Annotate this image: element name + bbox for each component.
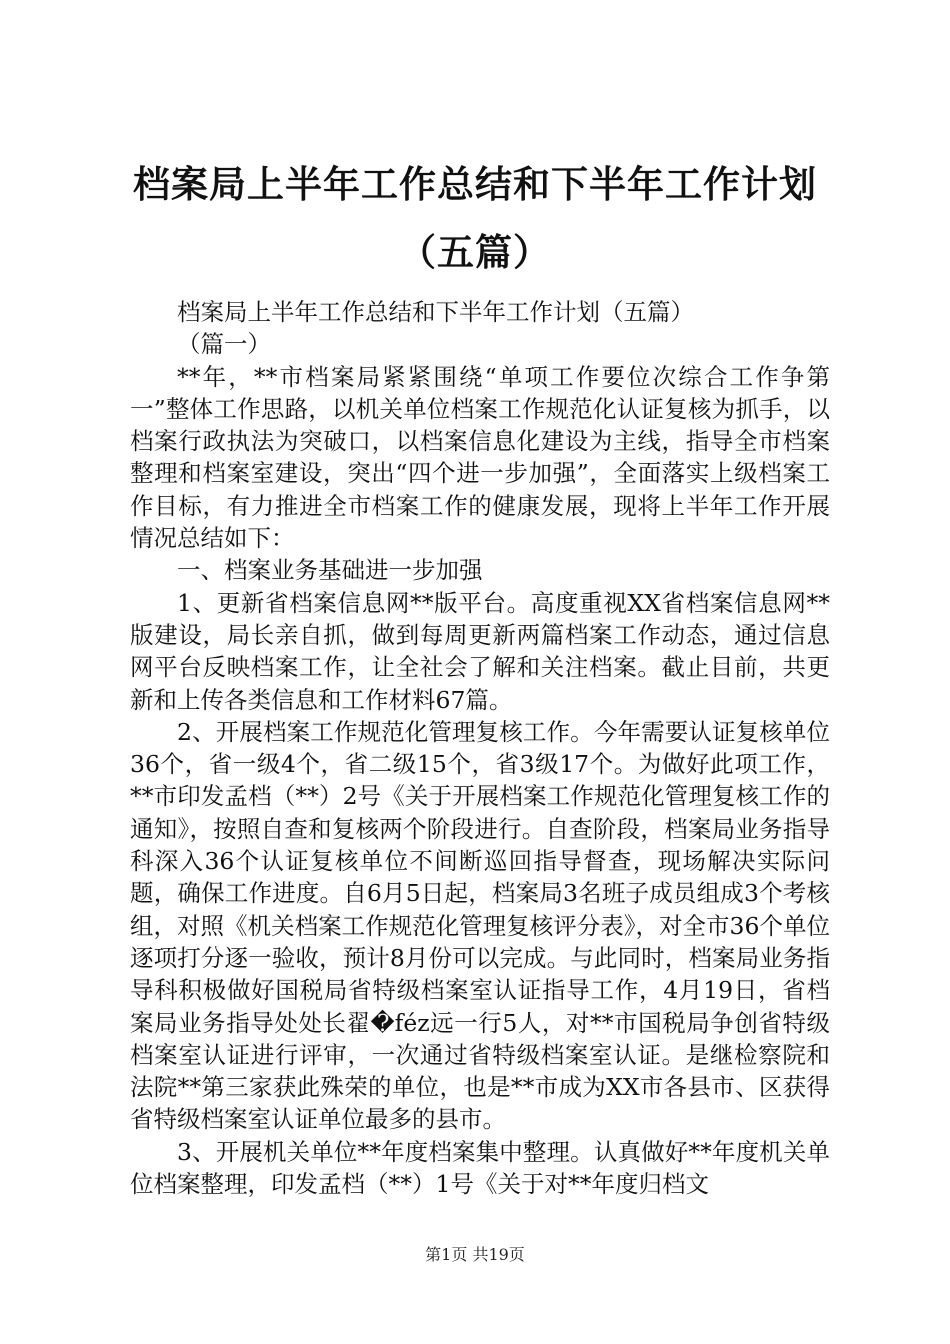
section-label: （篇一） xyxy=(177,330,271,359)
section-heading: 一、档案业务基础进一步加强 xyxy=(177,556,483,585)
intro-paragraph: **年，**市档案局紧紧围绕“单项工作要位次综合工作争第一”整体工作思路，以机关单位档案工作规范化认证复核为抓手，以档案行政执法为突破口，以档案信息化建设为主线，指导全市档案整理和档案室建设，突出“四个进一步加强”，全面落实上级档案工作目标，有力推进全市档案工作的健康发展，现将上半年工作开展情况总结如下： xyxy=(130,362,830,553)
body-paragraph: 3、开展机关单位**年度档案集中整理。认真做好**年度机关单位档案整理，印发孟档（**）1号《关于对**年度归档文 xyxy=(130,1137,830,1199)
document-body xyxy=(130,296,830,1200)
subtitle-line: 档案局上半年工作总结和下半年工作计划（五篇） xyxy=(177,298,694,326)
document-title: 档案局上半年工作总结和下半年工作计划（五篇） xyxy=(133,162,817,274)
body-paragraph: 2、开展档案工作规范化管理复核工作。今年需要认证复核单位36个，省一级4个，省二级15个，省3级17个。为做好此项工作，**市印发孟档（**）2号《关于开展档案工作规范化管理复核工作的通知》，按照自查和复核两个阶段进行。自查阶段，档案局业务指导科深入36个认证复核单位不间断巡回指导督查，现场解决实际问题，确保工作进度。自6月5日起，档案局3名班子成员组成3个考核组，对照《机关档案工作规范化管理复核评分表》，对全市36个单位逐项打分逐一验收，预计8月份可以完成。与此同时，档案局业务指导科积极做好国税局省特级档案室认证指导工作，4月19日，省档案局业务指导处处长翟�féz远一行5人，对**市国税局争创省特级档案室认证进行评审，一次通过省特级档案室认证。是继检察院和法院**第三家获此殊荣的单位，也是**市成为XX市各县市、区获得省特级档案室认证单位最多的县市。 xyxy=(130,717,830,1134)
body-paragraph: 1、更新省档案信息网**版平台。高度重视XX省档案信息网**版建设，局长亲自抓，做到每周更新两篇档案工作动态，通过信息网平台反映档案工作，让全社会了解和关注档案。截止目前，共更新和上传各类信息和工作材料67篇。 xyxy=(130,588,830,714)
page-indicator: 第1页 共19页 xyxy=(425,1245,525,1264)
